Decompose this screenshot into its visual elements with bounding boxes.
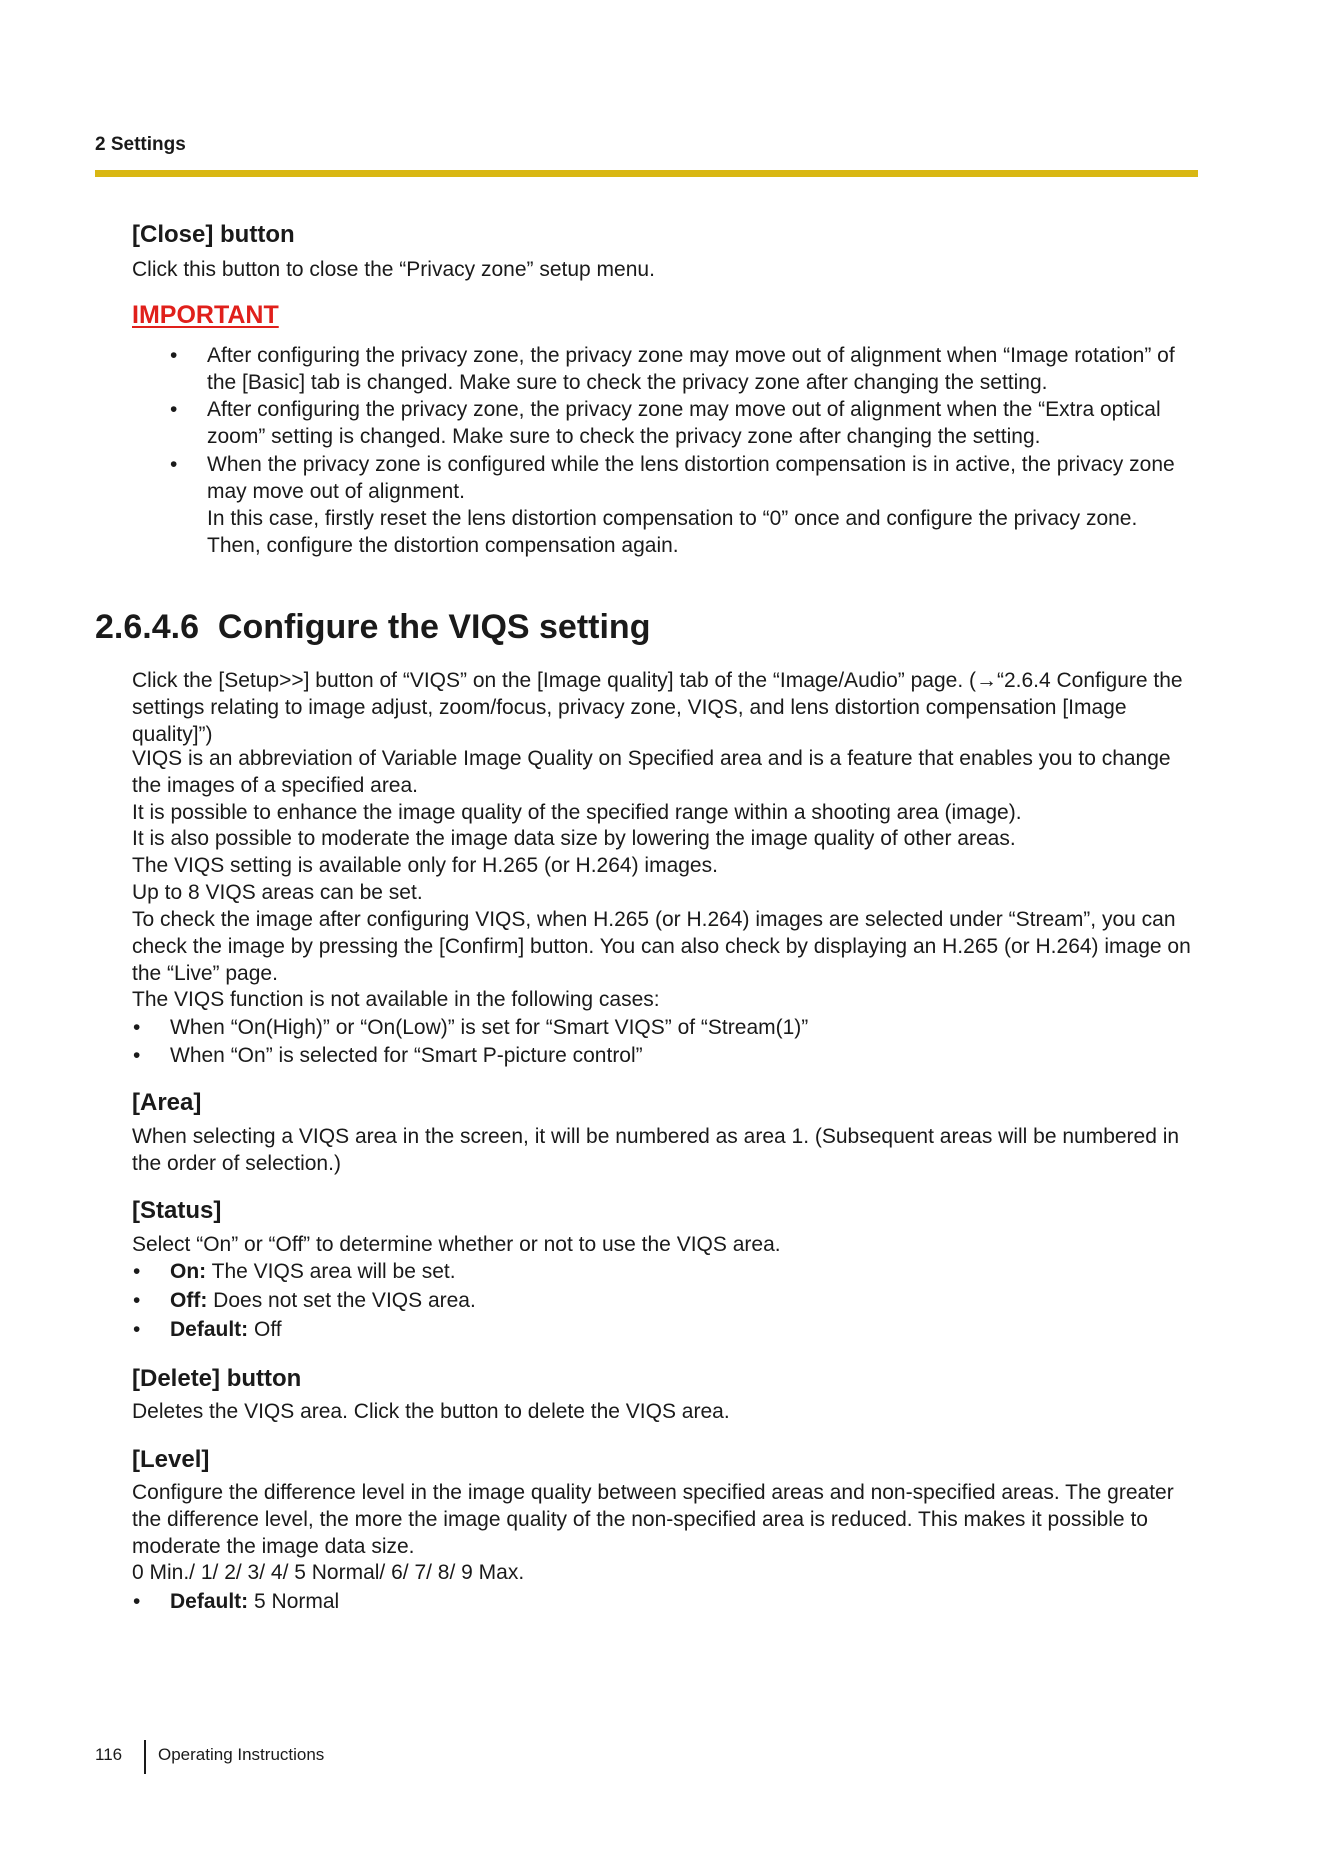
area-text: When selecting a VIQS area in the screen, it will be numbered as area 1. (Subsequent areas will be numbered in the order of selection.): [132, 1125, 1180, 1175]
important-item-1: After configuring the privacy zone, the privacy zone may move out of alignment when “Image rotation” of the [Basic] tab is changed. Make sure to check the privacy zone after changing the setting.: [207, 344, 1175, 394]
section-para-8: The VIQS function is not available in the following cases:: [132, 988, 660, 1011]
delete-button-text: Deletes the VIQS area. Click the button to delete the VIQS area.: [132, 1400, 730, 1423]
level-heading: [Level]: [132, 1446, 210, 1473]
bullet-icon: •: [133, 1318, 141, 1341]
footer-doc-title: Operating Instructions: [158, 1745, 325, 1764]
case-item-1: When “On(High)” or “On(Low)” is set for “Smart VIQS” of “Stream(1)”: [170, 1016, 809, 1039]
section-heading: [95, 608, 650, 647]
bullet-icon: •: [170, 344, 178, 367]
close-button-heading: [Close] button: [132, 221, 295, 248]
status-text: Select “On” or “Off” to determine whether or not to use the VIQS area.: [132, 1233, 781, 1256]
status-on-label: On:: [170, 1260, 207, 1283]
bullet-icon: •: [170, 398, 178, 421]
area-heading: [Area]: [132, 1089, 202, 1116]
status-default-label: Default:: [170, 1318, 249, 1341]
status-default-text: Off: [254, 1318, 282, 1341]
chapter-header: 2 Settings: [95, 134, 186, 155]
page-number: 116: [95, 1745, 123, 1764]
status-default-item: [170, 1316, 1200, 1343]
status-off-item: [170, 1287, 1200, 1314]
delete-button-heading: [Delete] button: [132, 1365, 302, 1392]
bullet-icon: •: [133, 1289, 141, 1312]
close-button-text: Click this button to close the “Privacy zone” setup menu.: [132, 258, 655, 281]
section-para-4: It is also possible to moderate the image data size by lowering the image quality of other areas.: [132, 827, 1016, 850]
section-para-1: Click the [Setup>>] button of “VIQS” on the [Image quality] tab of the “Image/Audio” page. (→“2.6.4 Configure the settings relating to image adjust, zoom/focus, privacy zone, VIQS, and lens distortion compensation [Image quality]”): [132, 669, 1183, 746]
bullet-icon: •: [133, 1016, 141, 1039]
status-heading: [Status]: [132, 1197, 222, 1224]
level-default-label: Default:: [170, 1590, 249, 1613]
status-on-item: [170, 1258, 1200, 1285]
header-rule: [95, 170, 1198, 177]
status-on-text: The VIQS area will be set.: [211, 1260, 456, 1283]
case-item-2: When “On” is selected for “Smart P-picture control”: [170, 1044, 643, 1067]
status-off-label: Off:: [170, 1289, 208, 1312]
section-para-5: The VIQS setting is available only for H.265 (or H.264) images.: [132, 854, 718, 877]
important-item-3: When the privacy zone is configured while the lens distortion compensation is in active, the privacy zone may move out of alignment.: [207, 453, 1175, 503]
section-para-2: VIQS is an abbreviation of Variable Image Quality on Specified area and is a feature that enables you to change the images of a specified area.: [132, 747, 1171, 797]
section-number: 2.6.4.6: [95, 608, 199, 646]
important-item-2: After configuring the privacy zone, the privacy zone may move out of alignment when the “Extra optical zoom” setting is changed. Make sure to check the privacy zone after changing the setting.: [207, 398, 1161, 448]
important-item-3-cont-2: Then, configure the distortion compensation again.: [207, 534, 679, 557]
level-default-item: [170, 1588, 1200, 1615]
section-para-7: To check the image after configuring VIQS, when H.265 (or H.264) images are selected under “Stream”, you can check the image by pressing the [Confirm] button. You can also check by displaying an H.265 (or H.264) image on the “Live” page.: [132, 908, 1191, 985]
status-off-text: Does not set the VIQS area.: [213, 1289, 476, 1312]
section-para-3: It is possible to enhance the image quality of the specified range within a shooting area (image).: [132, 801, 1022, 824]
bullet-icon: •: [133, 1260, 141, 1283]
important-item-3-cont-1: In this case, firstly reset the lens distortion compensation to “0” once and configure the privacy zone.: [207, 507, 1138, 530]
level-default-text: 5 Normal: [254, 1590, 340, 1613]
level-text: Configure the difference level in the image quality between specified areas and non-specified areas. The greater the difference level, the more the image quality of the non-specified area is reduced. This makes it possible to moderate the image data size.: [132, 1481, 1174, 1558]
footer-divider: [144, 1740, 146, 1774]
bullet-icon: •: [133, 1044, 141, 1067]
bullet-icon: •: [170, 453, 178, 476]
important-label: IMPORTANT: [132, 301, 279, 329]
bullet-icon: •: [133, 1590, 141, 1613]
level-values: 0 Min./ 1/ 2/ 3/ 4/ 5 Normal/ 6/ 7/ 8/ 9 Max.: [132, 1561, 525, 1584]
section-title: Configure the VIQS setting: [217, 608, 651, 646]
section-para-6: Up to 8 VIQS areas can be set.: [132, 881, 423, 904]
